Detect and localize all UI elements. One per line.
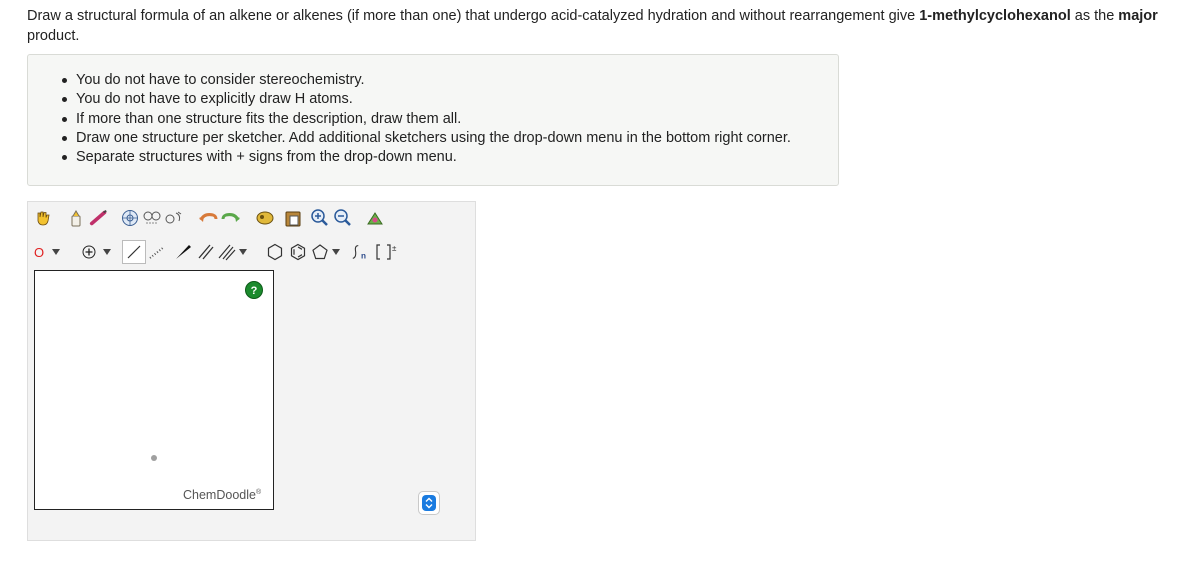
sketcher-count-stepper[interactable]: [418, 491, 440, 515]
zoom-out-icon[interactable]: [333, 208, 353, 228]
drawing-canvas[interactable]: [34, 270, 274, 510]
single-bond-icon[interactable]: [122, 240, 146, 264]
pentagon-ring-icon[interactable]: [311, 242, 345, 262]
emphasis-word: major: [1118, 8, 1158, 24]
bracket-icon[interactable]: [374, 242, 400, 262]
paste-icon[interactable]: [283, 208, 303, 228]
compound-name: 1-methylcyclohexanol: [919, 8, 1071, 24]
eraser-icon[interactable]: [66, 208, 86, 228]
hexagon-ring-icon[interactable]: [265, 242, 285, 262]
triple-bond-icon[interactable]: [218, 242, 248, 262]
chevron-down-icon: [332, 249, 340, 255]
atom-dropdown[interactable]: [34, 242, 68, 262]
question-text: [27, 6, 1177, 46]
repeat-unit-icon[interactable]: [351, 242, 371, 262]
instruction-item: Separate structures with + signs from the drop-down menu.: [76, 148, 838, 167]
undo-icon[interactable]: [198, 208, 218, 228]
chevron-down-icon: [103, 249, 111, 255]
ring-template-icon[interactable]: [120, 208, 140, 228]
instruction-item: If more than one structure fits the description, draw them all.: [76, 110, 838, 129]
help-button[interactable]: ?: [245, 281, 263, 299]
plus-charge-icon: [82, 245, 96, 259]
svg-text:n: n: [361, 251, 366, 261]
chemdoodle-sketcher: [27, 201, 476, 541]
instruction-item: You do not have to explicitly draw H atoms.: [76, 90, 838, 109]
cleanup-icon[interactable]: [142, 208, 162, 228]
atom-label: O: [34, 244, 45, 260]
chemdoodle-logo: [183, 488, 261, 502]
chevron-down-icon: [52, 249, 60, 255]
zoom-in-icon[interactable]: [310, 208, 330, 228]
layout-icon[interactable]: [164, 208, 184, 228]
instructions-box: [27, 54, 839, 186]
brand-name: ChemDoodle: [183, 488, 256, 502]
lasso-icon[interactable]: [89, 208, 109, 228]
hashed-bond-icon[interactable]: [147, 242, 167, 262]
canvas-dot: [151, 455, 157, 461]
copy-icon[interactable]: [255, 208, 275, 228]
charge-dropdown[interactable]: [82, 242, 116, 262]
wedge-bond-icon[interactable]: [173, 242, 193, 262]
double-bond-icon[interactable]: [196, 242, 216, 262]
up-down-chevron-icon: [425, 497, 433, 509]
benzene-ring-icon[interactable]: [288, 242, 308, 262]
question-text-part: product.: [27, 28, 80, 44]
hand-icon[interactable]: [33, 208, 53, 228]
question-text-part: Draw a structural formula of an alkene or alkenes (if more than one) that undergo acid-catalyzed hydration and without rearrangement give: [27, 8, 920, 24]
chevron-down-icon: [239, 249, 247, 255]
brand-mark: ®: [255, 488, 262, 496]
svg-text:±: ±: [392, 244, 397, 253]
question-text-part: as the: [1070, 8, 1119, 24]
instruction-item: Draw one structure per sketcher. Add additional sketchers using the drop-down menu in the bottom right corner.: [76, 129, 838, 148]
instruction-item: You do not have to consider stereochemistry.: [76, 71, 838, 90]
redo-icon[interactable]: [221, 208, 241, 228]
instructions-list: [28, 55, 838, 167]
settings-icon[interactable]: [365, 208, 385, 228]
